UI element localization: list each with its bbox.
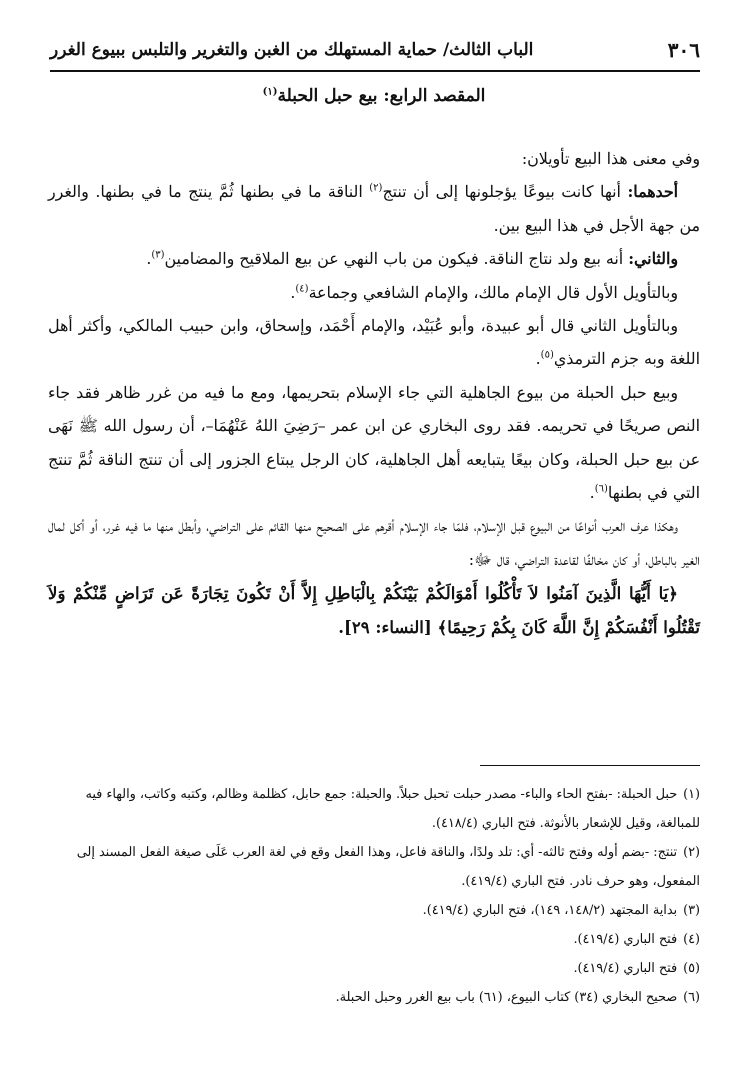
paragraph-tail: . bbox=[589, 483, 595, 503]
paragraph-tail: الناقة ما في بطنها ثُمَّ ينتج ما في بطنها. والغرر من جهة الأجل في هذا البيع بين. bbox=[48, 182, 700, 235]
paragraph bbox=[48, 309, 700, 376]
paragraph-lead: أحدهما: bbox=[627, 182, 678, 202]
quran-verse-text: ﴿يَا أَيُّهَا الَّذِينَ آمَنُوا لاَ تَأْكُلُوا أَمْوَالَكُمْ بَيْنَكُمْ بِالْبَاطِلِ إِلاَّ أَنْ تَكُونَ تِجَارَةً عَن تَرَاضٍ مِّنْكُمْ وَلاَ تَقْتُلُوا أَنْفُسَكُمْ إِنَّ اللَّهَ كَانَ بِكُمْ رَحِيمًا﴾ bbox=[48, 583, 700, 638]
footnote-number: (١) bbox=[683, 787, 700, 802]
footnote-ref: (٤) bbox=[295, 283, 309, 295]
section-heading-text: المقصد الرابع: بيع حبل الحبلة bbox=[277, 86, 486, 106]
footnote bbox=[48, 925, 700, 954]
footnote bbox=[48, 954, 700, 983]
paragraph-text: وبالتأويل الأول قال الإمام مالك، والإمام الشافعي وجماعة bbox=[308, 282, 678, 302]
footnote-text: تنتج: -بضم أوله وفتح ثالثه- أي: تلد ولدًا، والناقة فاعل، وهذا الفعل وقع في لغة العرب عَلَى صيغة الفعل المسند إلى المفعول، وهو حرف نادر. فتح الباري (٤١٩/٤). bbox=[76, 845, 700, 889]
body-text bbox=[48, 142, 700, 644]
footnote-text: فتح الباري (٤١٩/٤). bbox=[573, 932, 678, 947]
paragraph-lead: والثاني: bbox=[628, 249, 678, 269]
footnote-text: بداية المجتهد (١٤٨/٢، ١٤٩)، فتح الباري (٤١٩/٤). bbox=[422, 903, 678, 918]
footnote-number: (٥) bbox=[683, 961, 700, 976]
page-number: ٣٠٦ bbox=[667, 38, 700, 62]
footnote bbox=[48, 896, 700, 925]
paragraph bbox=[48, 242, 700, 275]
footnote-ref: (٦) bbox=[594, 483, 608, 495]
paragraph-text: وبالتأويل الثاني قال أبو عبيدة، وأبو عُبَيْد، والإمام أَحْمَد، وإسحاق، وابن حبيب المالكي، وأكثر أهل اللغة وبه جزم الترمذي bbox=[48, 316, 700, 369]
footnote-text: صحيح البخاري (٣٤) كتاب البيوع، (٦١) باب بيع الغرر وحبل الحبلة. bbox=[335, 990, 678, 1005]
paragraph-tail: . bbox=[290, 282, 296, 302]
paragraph bbox=[48, 376, 700, 510]
footnote-text: حبل الحبلة: -بفتح الحاء والباء- مصدر حبلت تحبل حبلاً. والحبلة: جمع حابل، كظلمة وظالم، وكتبه وكاتب، والهاء فيه للمبالغة، وقيل للإشعار بالأنوثة. فتح الباري (٤١٨/٤). bbox=[85, 787, 700, 831]
footnote bbox=[48, 838, 700, 896]
paragraph bbox=[48, 175, 700, 242]
footnote-ref: (٢) bbox=[369, 183, 383, 195]
footnote-number: (٣) bbox=[683, 903, 700, 918]
section-heading bbox=[0, 86, 748, 106]
quran-citation: [النساء: ٢٩]. bbox=[338, 617, 432, 638]
quran-verse bbox=[48, 576, 700, 644]
paragraph-tail: . bbox=[146, 249, 152, 269]
footnote-number: (٦) bbox=[683, 990, 700, 1005]
paragraph-tail: . bbox=[535, 349, 541, 369]
footnote-ref: (٥) bbox=[540, 350, 554, 362]
footnote-divider bbox=[480, 765, 700, 766]
footnote-ref: (١) bbox=[262, 86, 278, 98]
paragraph-text: وهكذا عرف العرب أنواعًا من البيوع قبل الإسلام، فلمّا جاء الإسلام أقرهم على الصحيح منها القائم على التراضي، وأبطل منها ما فيه غرر، أو أكل لمال الغير بالباطل، أو كان مخالفًا لقاعدة التراضي، قال ﷻ: bbox=[48, 516, 700, 569]
footnotes bbox=[48, 780, 700, 1012]
running-title: الباب الثالث/ حماية المستهلك من الغبن والتغرير والتلبس ببيوع الغرر bbox=[50, 40, 534, 60]
footnote-number: (٢) bbox=[683, 845, 700, 860]
paragraph-text: أنها كانت بيوعًا يؤجلونها إلى أن تنتج bbox=[382, 182, 628, 202]
footnote bbox=[48, 983, 700, 1012]
paragraph bbox=[48, 276, 700, 309]
paragraph-text: وبيع حبل الحبلة من بيوع الجاهلية التي جاء الإسلام بتحريمها، ومع ما فيه من غرر ظاهر فقد جاء النص صريحًا في تحريمه. فقد روى البخاري عن ابن عمر –رَضِيَ اللهُ عَنْهُمَا–، أن رسول الله ﷺ نَهَى عن بيع حبل الحبلة، وكان بيعًا يتبايعه أهل الجاهلية، كان الرجل يبتاع الجزور إلى أن تنتج الناقة ثُمَّ تنتج التي في بطنها bbox=[48, 382, 700, 503]
paragraph-text: أنه بيع ولد نتاج الناقة. فيكون من باب النهي عن بيع الملاقيح والمضامين bbox=[164, 249, 629, 269]
footnote bbox=[48, 780, 700, 838]
footnote-text: فتح الباري (٤١٩/٤). bbox=[573, 961, 678, 976]
paragraph-text: وفي معنى هذا البيع تأويلان: bbox=[521, 149, 700, 168]
footnote-number: (٤) bbox=[683, 932, 700, 947]
footnote-ref: (٣) bbox=[151, 249, 165, 261]
page-header bbox=[50, 30, 700, 72]
paragraph bbox=[48, 142, 700, 175]
paragraph bbox=[48, 509, 700, 576]
